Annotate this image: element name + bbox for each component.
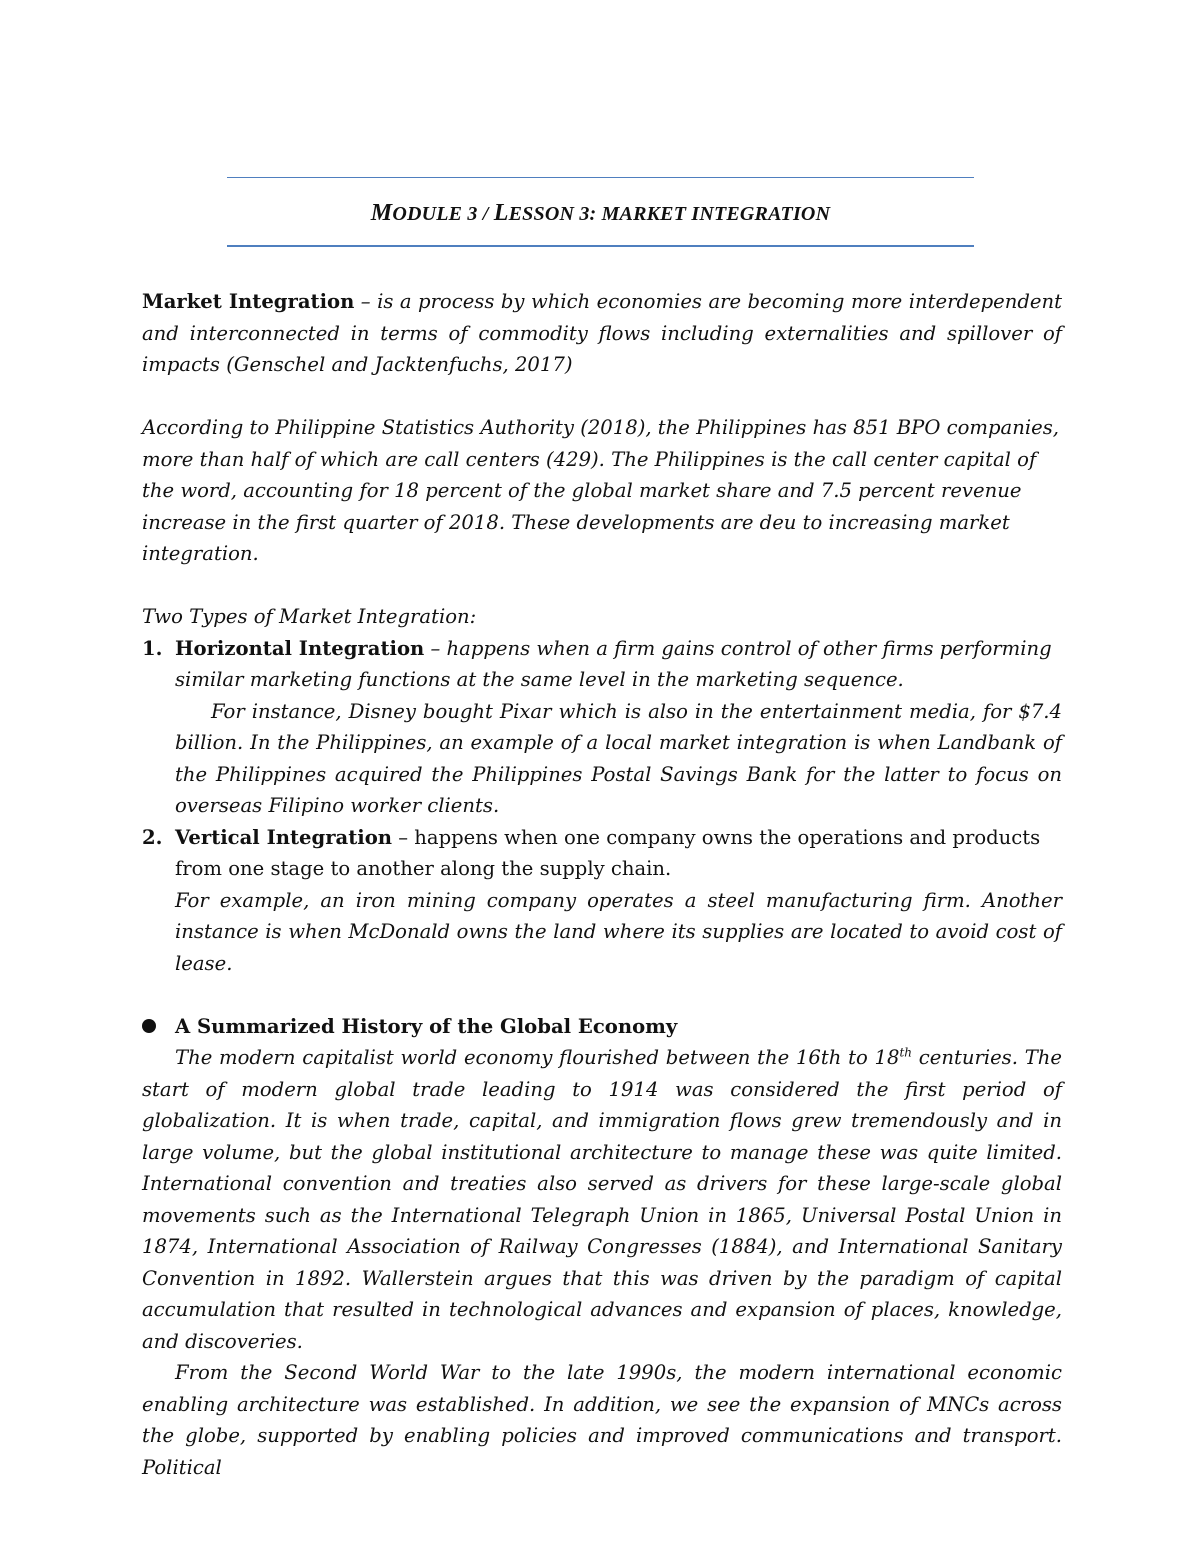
list-number: 1. [142,636,163,660]
types-heading: Two Types of Market Integration: [142,605,477,628]
history-p1-sup: th [899,1045,913,1060]
title-initial-l: L [493,200,509,226]
title-initial-m: M [370,200,393,226]
list-number: 2. [142,825,163,849]
title-top-rule [227,177,974,178]
horizontal-text: – happens when a firm gains control of other firms performing similar marketing functions at the same level in the marketing sequence. [175,636,1052,691]
definition-paragraph [142,286,1062,381]
title-lesson: ESSON 3: MARKET INTEGRATION [508,203,831,225]
definition-term: Market Integration [142,290,355,313]
bullet-icon [142,1019,156,1033]
list-item-horizontal [142,633,1062,822]
horizontal-example: For instance, Disney bought Pixar which is also in the entertainment media, for $7.4 billion. In the Philippines, an example of a local market integration is when Landbank of the Philippines acquired the Philippines Postal Savings Bank for the latter to focus on overseas Filipino worker clients. [175,699,1062,817]
psa-paragraph: According to Philippine Statistics Authority (2018), the Philippines has 851 BPO companies, more than half of which are call centers (429). The Philippines is the call center capital of the word, accounting for 18 percent of the global market share and 7.5 percent revenue increase in the first quarter of 2018. These developments are deu to increasing market integration. [142,416,1059,565]
vertical-term: Vertical Integration [175,825,393,849]
horizontal-term: Horizontal Integration [175,636,425,660]
document-body [142,286,1062,1483]
horizontal-definition [175,633,1062,696]
list-item-vertical [142,822,1062,980]
types-list [142,633,1062,980]
history-heading: A Summarized History of the Global Economy [175,1014,678,1038]
title-bottom-rule [227,245,974,247]
history-paragraph-2: From the Second World War to the late 1990s, the modern international economic enabling architecture was established. In addition, we see the expansion of MNCs across the globe, supported by enabling policies and improved communications and transport. Political [142,1361,1062,1479]
history-p1-rest: centuries. The start of modern global trade leading to 1914 was considered the first period of globalization. It is when trade, capital, and immigration flows grew tremendously and in large volume, but the global institutional architecture to manage these was quite limited. International convention and treaties also served as drivers for these large-scale global movements such as the International Telegraph Union in 1865, Universal Postal Union in 1874, International Association of Railway Congresses (1884), and International Sanitary Convention in 1892. Wallerstein argues that this was driven by the paradigm of capital accumulation that resulted in technological advances and expansion of places, knowledge, and discoveries. [142,1046,1062,1353]
vertical-text: – happens when one company owns the operations and products from one stage to another along the supply chain. [175,825,1041,880]
vertical-example: For example, an iron mining company operates a steel manufacturing firm. Another instance is when McDonald owns the land where its supplies are located to avoid cost of lease. [175,888,1062,975]
page-title [227,200,974,227]
history-p1-start: The modern capitalist world economy flourished between the 16th to 18 [175,1046,900,1069]
vertical-definition [175,822,1062,885]
history-heading-row [142,1011,1062,1043]
title-module: ODULE 3 / [392,203,494,225]
history-paragraph-1 [142,1042,1062,1357]
definition-text: – is a process by which economies are becoming more interdependent and interconnected in terms of commodity flows including externalities and spillover of impacts (Genschel and Jacktenfuchs, 2017) [142,290,1063,376]
